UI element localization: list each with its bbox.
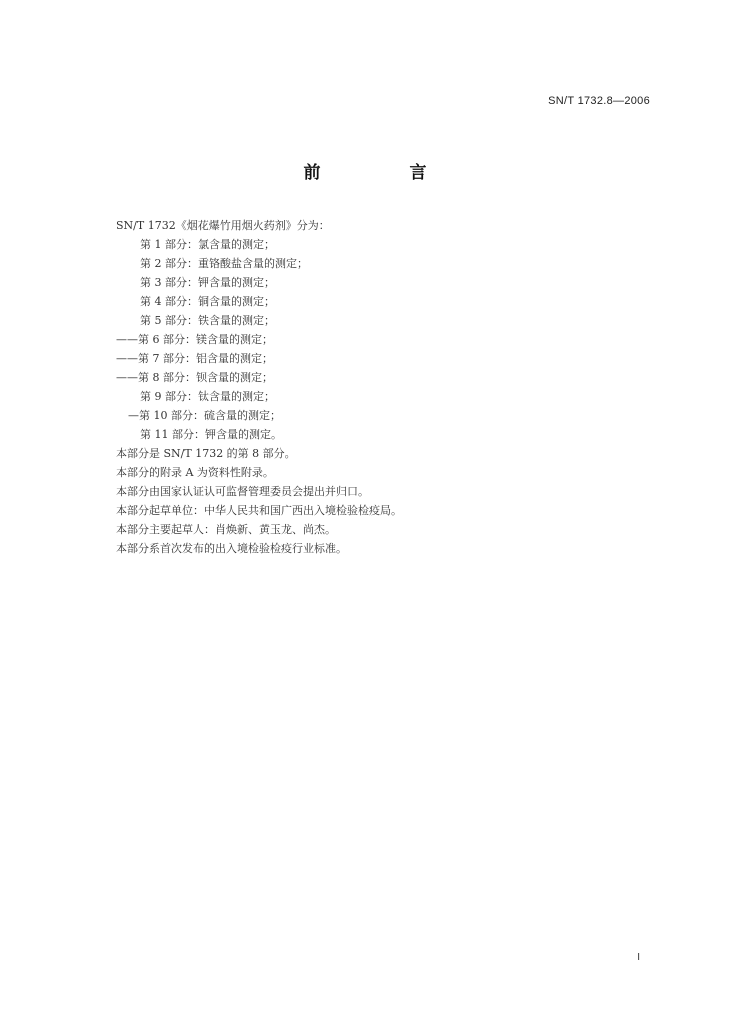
page-number: I [637, 952, 640, 963]
paragraph: 本部分系首次发布的出入境检验检疫行业标准。 [116, 542, 347, 555]
part-item: 第 5 部分：铁含量的测定； [140, 314, 275, 327]
part-item: 第 9 部分：钛含量的测定； [140, 390, 275, 403]
intro-line: SN/T 1732《烟花爆竹用烟火药剂》分为： [116, 219, 330, 232]
part-item: ——第 8 部分：钡含量的测定； [116, 371, 273, 384]
standard-code: SN/T 1732.8—2006 [548, 95, 650, 107]
paragraph: 本部分的附录 A 为资料性附录。 [116, 466, 274, 479]
part-item: ——第 6 部分：镁含量的测定； [116, 333, 273, 346]
foreword-body [116, 216, 656, 558]
part-item: —第 10 部分：硫含量的测定； [128, 409, 281, 422]
paragraph: 本部分主要起草人：肖焕新、黄玉龙、尚杰。 [116, 523, 336, 536]
paragraph: 本部分起草单位：中华人民共和国广西出入境检验检疫局。 [116, 504, 402, 517]
part-item: 第 3 部分：钾含量的测定； [140, 276, 275, 289]
paragraph: 本部分由国家认证认可监督管理委员会提出并归口。 [116, 485, 369, 498]
part-item: 第 4 部分：铜含量的测定； [140, 295, 275, 308]
part-item: ——第 7 部分：铝含量的测定； [116, 352, 273, 365]
part-item: 第 2 部分：重铬酸盐含量的测定； [140, 257, 308, 270]
paragraph: 本部分是 SN/T 1732 的第 8 部分。 [116, 447, 296, 460]
part-item: 第 1 部分：氯含量的测定； [140, 238, 275, 251]
page-title: 前 言 [303, 163, 463, 183]
part-item: 第 11 部分：钾含量的测定。 [140, 428, 282, 441]
